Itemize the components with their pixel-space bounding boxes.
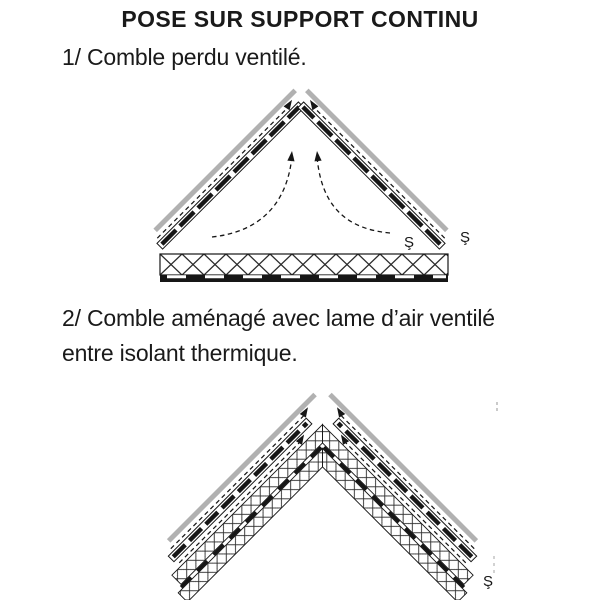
airflow-dashed-line <box>313 107 445 239</box>
roof-slope-left <box>146 393 355 600</box>
label-s-bottom: Ş <box>482 573 494 590</box>
diagram-comble-perdu-ventile <box>148 89 470 282</box>
airflow-arrowhead-icon <box>287 151 295 162</box>
caption-section-1: 1/ Comble perdu ventilé. <box>62 44 307 70</box>
label-s-right: Ş <box>459 229 471 246</box>
caption-section-2-line-1: 2/ Comble aménagé avec lame d’air ventilé <box>62 305 495 331</box>
insulation-slab <box>160 254 448 282</box>
airflow-curve-left <box>212 156 292 237</box>
airflow-curve-right <box>317 156 390 233</box>
insulation-layer-upper <box>172 425 332 585</box>
airflow-arrowhead-icon <box>313 151 321 162</box>
insulation-hatch <box>160 254 448 275</box>
diagram-comble-amenage <box>146 393 500 600</box>
page-title: POSE SUR SUPPORT CONTINU <box>121 6 479 32</box>
roof-slope-right <box>290 393 499 600</box>
airflow-dashed-line <box>157 107 289 239</box>
roof-slope-left <box>148 89 309 250</box>
insulation-layer-upper <box>313 425 473 585</box>
roof-slope-right <box>294 89 455 250</box>
caption-section-2-line-2: entre isolant thermique. <box>62 340 298 366</box>
roof-covering-layer <box>305 89 449 233</box>
label-s-left: Ş <box>403 234 415 251</box>
roof-covering-layer <box>153 89 297 233</box>
